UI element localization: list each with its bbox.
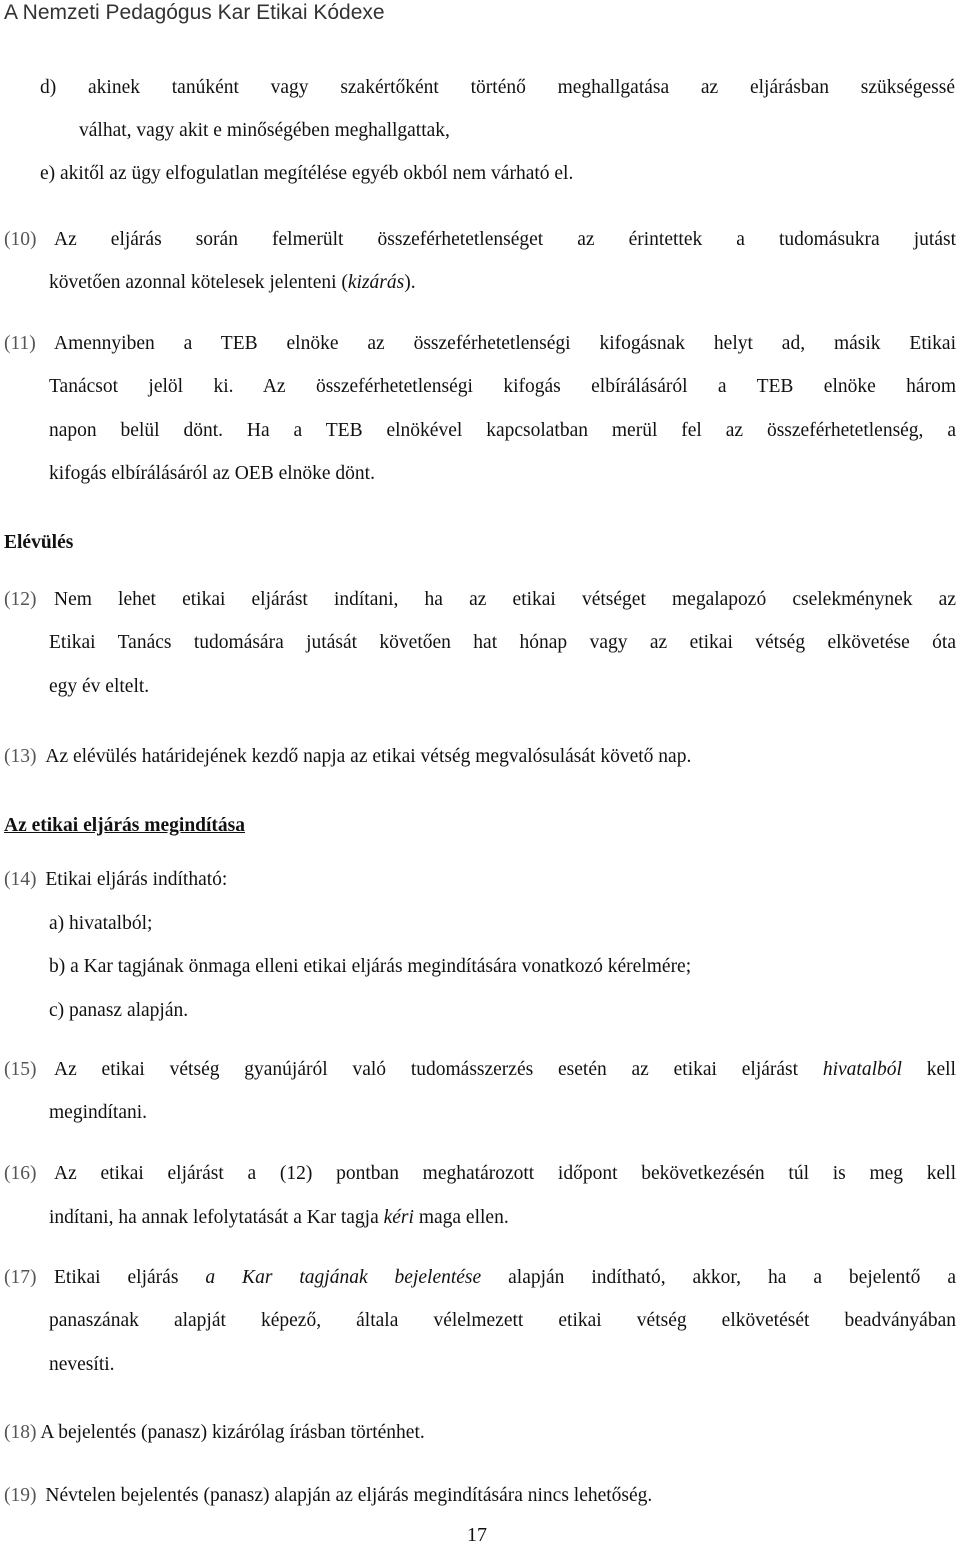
paragraph-12-line-1	[4, 588, 956, 612]
item-d-line-2: válhat, vagy akit e minőségében meghallgattak,	[79, 120, 450, 141]
paragraph-17-line-3: nevesíti.	[49, 1354, 115, 1375]
paragraph-17-text-1a: Etikai eljárás	[54, 1267, 206, 1288]
paragraph-16-text-1: Az etikai eljárást a (12) pontban meghatározott időpont bekövetkezésén túl is meg kell	[54, 1163, 956, 1184]
paragraph-17-text-1b: alapján indítható, akkor, ha a bejelentő a	[481, 1267, 957, 1288]
paragraph-10-text-1: Az eljárás során felmerült összeférhetetlenséget az érintettek a tudomásukra jutást	[54, 229, 956, 250]
paragraph-16-text-2-italic: kéri	[383, 1207, 414, 1228]
paragraph-10-text-2-italic: kizárás	[347, 272, 405, 293]
paragraph-17-line-1	[4, 1266, 956, 1290]
paragraph-10-text-2a: követően azonnal kötelesek jelenteni (	[49, 272, 348, 293]
paragraph-16-line-1	[4, 1162, 956, 1186]
paragraph-11-line-4: kifogás elbírálásáról az OEB elnöke dönt.	[49, 463, 375, 484]
paragraph-16-number: (16)	[4, 1163, 37, 1184]
paragraph-11-text-1: Amennyiben a TEB elnöke az összeférhetetlenségi kifogásnak helyt ad, másik Etikai	[54, 333, 956, 354]
section-heading-elevules: Elévülés	[4, 532, 74, 553]
paragraph-15-text-1-italic: hivatalból	[822, 1059, 902, 1080]
paragraph-10-line-1	[4, 228, 956, 252]
paragraph-11-number: (11)	[4, 333, 36, 354]
paragraph-13-line-1	[4, 745, 691, 769]
paragraph-14-line-1	[4, 868, 227, 892]
paragraph-14-item-b: b) a Kar tagjának önmaga elleni etikai eljárás megindítására vonatkozó kérelmére;	[49, 956, 692, 977]
paragraph-17-number: (17)	[4, 1267, 37, 1288]
paragraph-16-text-2b: maga ellen.	[413, 1207, 509, 1228]
paragraph-14-item-c: c) panasz alapján.	[49, 1000, 189, 1021]
paragraph-14-text: Etikai eljárás indítható:	[45, 869, 228, 890]
paragraph-15-text-1a: Az etikai vétség gyanújáról való tudomásszerzés esetén az etikai eljárást	[54, 1059, 823, 1080]
paragraph-18-number: (18)	[4, 1422, 37, 1443]
paragraph-15-number: (15)	[4, 1059, 37, 1080]
paragraph-11-line-2: Tanácsot jelöl ki. Az összeférhetetlenségi kifogás elbírálásáról a TEB elnöke három	[49, 376, 956, 397]
paragraph-13-text: Az elévülés határidejének kezdő napja az etikai vétség megvalósulását követő nap.	[45, 746, 692, 767]
paragraph-10-number: (10)	[4, 229, 37, 250]
section-heading-meginditas: Az etikai eljárás megindítása	[4, 815, 246, 836]
paragraph-18-line-1	[4, 1421, 425, 1445]
document-title: A Nemzeti Pedagógus Kar Etikai Kódexe	[4, 1, 385, 24]
paragraph-17-text-1-italic: a Kar tagjának bejelentése	[205, 1267, 482, 1288]
paragraph-11-line-3: napon belül dönt. Ha a TEB elnökével kapcsolatban merül fel az összeférhetetlenség, a	[49, 420, 956, 441]
paragraph-19-number: (19)	[4, 1485, 37, 1506]
paragraph-12-text-1: Nem lehet etikai eljárást indítani, ha az etikai vétséget megalapozó cselekménynek az	[54, 589, 956, 610]
paragraph-12-line-3: egy év eltelt.	[49, 676, 150, 697]
paragraph-18-text: A bejelentés (panasz) kizárólag írásban történhet.	[40, 1422, 425, 1443]
paragraph-15-line-2: megindítani.	[49, 1102, 148, 1123]
paragraph-10-text-2b: ).	[404, 272, 416, 293]
paragraph-14-number: (14)	[4, 869, 37, 890]
page-number: 17	[467, 1524, 487, 1546]
item-e-line-1: e) akitől az ügy elfogulatlan megítélése egyéb okból nem várható el.	[40, 163, 574, 184]
paragraph-17-line-2: panaszának alapját képező, általa vélelmezett etikai vétség elkövetését beadványában	[49, 1310, 956, 1331]
paragraph-16-line-2	[49, 1206, 509, 1230]
paragraph-12-number: (12)	[4, 589, 37, 610]
paragraph-19-text: Névtelen bejelentés (panasz) alapján az eljárás megindítására nincs lehetőség.	[45, 1485, 653, 1506]
paragraph-16-text-2a: indítani, ha annak lefolytatását a Kar tagja	[49, 1207, 384, 1228]
paragraph-15-text-1b: kell	[901, 1059, 956, 1080]
paragraph-19-line-1	[4, 1484, 652, 1508]
paragraph-14-item-a: a) hivatalból;	[49, 913, 153, 934]
paragraph-13-number: (13)	[4, 746, 37, 767]
paragraph-11-line-1	[4, 332, 956, 356]
item-d-line-1: d) akinek tanúként vagy szakértőként történő meghallgatása az eljárásban szükségessé	[40, 77, 955, 98]
paragraph-10-line-2	[49, 271, 416, 295]
paragraph-15-line-1	[4, 1058, 956, 1082]
paragraph-12-line-2: Etikai Tanács tudomására jutását követően hat hónap vagy az etikai vétség elkövetése óta	[49, 632, 956, 653]
